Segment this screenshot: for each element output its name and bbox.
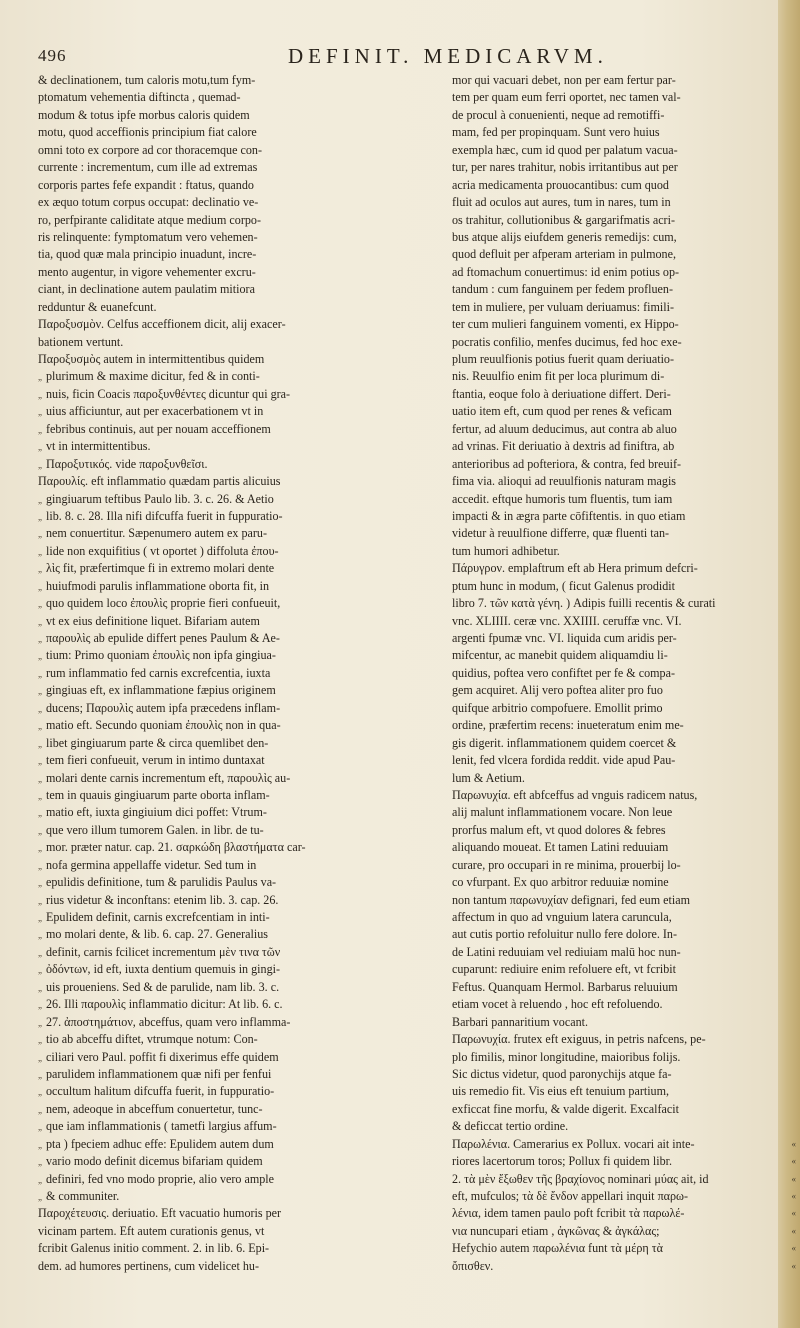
left-column xyxy=(38,72,382,1275)
text-line: „ tio ab abceffu diftet, vtrumque notum: Con- xyxy=(38,1031,382,1048)
text-line: Πάρυγρον. emplaftrum eft ab Hera primum defcri- xyxy=(452,561,698,576)
text-line: νια nuncupari etiam , ἀγκῶνας & ἀγκάλας; « xyxy=(452,1223,796,1240)
text-line: ad vrinas. Fit deriuatio à dextris ad finiftra, ab xyxy=(452,439,675,454)
text-line: ex æquo totum corpus occupat: declinatio ve- xyxy=(38,195,259,210)
text-line: quod defluit per afperam arteriam in pulmone, xyxy=(452,247,676,262)
text-line: tandum : cum fanguinem per fedem profluen- xyxy=(452,282,673,297)
text-line: mor qui vacuari debet, non per eam fertur par- xyxy=(452,73,676,87)
text-line: „ lide non exquifitius ( vt oportet ) diffoluta ἐπου- xyxy=(38,543,382,560)
text-line: vnc. XLIIII. ceræ vnc. XXIIII. ceruffæ vnc. VI. xyxy=(452,613,682,628)
text-line: „ uis proueniens. Sed & de parulide, nam lib. 3. c. xyxy=(38,979,382,996)
text-line: mento augentur, in vigore vehementer excru- xyxy=(38,264,256,279)
text-line: „ libet gingiuarum parte & circa quemlibet den- xyxy=(38,735,382,752)
text-line: „ rius videtur & inconftans: etenim lib. 3. cap. 26. xyxy=(38,892,382,909)
text-line: „ vt ex eius definitione liquet. Bifariam autem xyxy=(38,613,382,630)
page-number: 496 xyxy=(38,46,67,65)
text-line: „ παρουλὶς ab epulide differt penes Paulum & Ae- xyxy=(38,630,382,647)
text-line: uatio item eft, cum quod per renes & veficam xyxy=(452,404,672,419)
text-line: „ definit, carnis fcilicet incrementum μὲν τινα τῶν xyxy=(38,944,382,961)
text-line: ὄπισθεν. « xyxy=(452,1258,796,1275)
text-line: riores lacertorum toros; Pollux fi quidem libr. « xyxy=(452,1153,796,1170)
text-line: omni toto ex corpore ad cor thoracemque con- xyxy=(38,142,262,157)
text-line: cuparunt: rediuire enim refoluere eft, vt fcribit xyxy=(452,962,676,977)
text-line: 2. τὰ μὲν ἔξωθεν τῆς βραχίονος nominari μύας ait, id « xyxy=(452,1171,796,1188)
text-line: Παρωλένια. Camerarius ex Pollux. vocari ait inte- « xyxy=(452,1136,796,1153)
text-line: modum & totus ipfe morbus caloris quidem xyxy=(38,107,250,122)
text-line: quifque arbitrio compofuere. Emollit primo xyxy=(452,700,663,715)
text-line: „ ὀδόντων, id eft, iuxta dentium quemuis in gingi- xyxy=(38,961,382,978)
text-line: „ Epulidem definit, carnis excrefcentiam in inti- xyxy=(38,909,382,926)
text-line: „ febribus continuis, aut per nouam acceffionem xyxy=(38,421,382,438)
text-line: mam, fed per propinquam. Sunt vero huius xyxy=(452,125,660,140)
text-line: „ quo quidem loco ἐπουλὶς proprie fieri confueuit, xyxy=(38,595,382,612)
text-line: impacti & in ægra parte cōfiftentis. in quo etiam xyxy=(452,508,686,523)
text-line: fima via. alioqui ad reuulfionis naturam magis xyxy=(452,474,677,489)
text-line: „ occultum halitum difcuffa fuerit, in fuppuratio- xyxy=(38,1083,382,1100)
text-line: co vfurpant. Ex quo arbitror reduuiæ nomine xyxy=(452,875,669,890)
text-line: fcribit Galenus initio comment. 2. in lib. 6. Epi- xyxy=(38,1241,270,1256)
text-line: „ plurimum & maxime dicitur, fed & in conti- xyxy=(38,368,382,385)
text-line: ciant, in declinatione autem paulatim mitiora xyxy=(38,282,255,297)
text-line: „ mor. præter natur. cap. 21. σαρκώδη βλαστήματα car- xyxy=(38,839,382,856)
text-line: Παροξυσμὸν. Celfus acceffionem dicit, alij exacer- xyxy=(38,317,286,332)
text-line: tem per quam eum ferri oportet, nec tamen val- xyxy=(452,90,681,105)
right-column xyxy=(452,72,796,1275)
text-line: „ Παροξυτικός. vide παροξυνθεῖσι. xyxy=(38,456,382,473)
text-line: „ que iam inflammationis ( tametfi largius affum- xyxy=(38,1118,382,1135)
text-line: ptomatum vehementia diftincta , quemad- xyxy=(38,90,241,105)
text-line: Παρωνυχία. eft abfceffus ad vnguis radicem natus, xyxy=(452,787,698,802)
text-line: „ tem fieri confueuit, verum in intimo duntaxat xyxy=(38,752,382,769)
text-line: „ huiufmodi parulis inflammatione oborta fit, in xyxy=(38,578,382,595)
text-line: pocratis confilio, menfes ducimus, fed hoc exe- xyxy=(452,334,682,349)
text-line: „ nem, adeoque in abceffum conuertetur, tunc- xyxy=(38,1101,382,1118)
text-line: exempla hæc, cum id quod per palatum vacua- xyxy=(452,142,678,157)
text-line: affectum in quo ad vnguium latera caruncula, xyxy=(452,910,672,924)
text-line: libro 7. τῶν κατὰ γένη. ) Adipis fuilli recentis & curati xyxy=(452,596,716,611)
text-line: vicinam partem. Eft autem curationis genus, vt xyxy=(38,1223,265,1238)
text-line: anterioribus ad pofteriora, & contra, fed breuif- xyxy=(452,456,682,471)
text-line: tia, quod quæ mala principio inuadunt, incre- xyxy=(38,247,257,262)
text-line: plo fimilis, minor longitudine, maioribus folijs. xyxy=(452,1049,681,1064)
text-line: Hefychio autem παρωλένια funt τὰ μέρη τὰ « xyxy=(452,1240,796,1257)
text-line: „ 26. Illi παρουλὶς inflammatio dicitur: At lib. 6. c. xyxy=(38,996,382,1013)
text-line: λένια, idem tamen paulo poft fcribit τὰ παρωλέ- « xyxy=(452,1205,796,1222)
text-line: „ gingiuas eft, ex inflammatione fæpius originem xyxy=(38,682,382,699)
text-line: ad ftomachum conuertimus: id enim potius op- xyxy=(452,264,680,279)
text-line: bationem vertunt. xyxy=(38,334,124,349)
text-line: „ ciliari vero Paul. poffit fi dixerimus effe quidem xyxy=(38,1049,382,1066)
text-line: „ uius afficiuntur, aut per exacerbationem vt in xyxy=(38,403,382,420)
text-line: „ matio eft, iuxta gingiuium dici poffet: Vtrum- xyxy=(38,804,382,821)
text-line: ptum hunc in modum, ( ficut Galenus prodidit xyxy=(452,578,676,593)
text-line: „ nofa germina appellaffe videtur. Sed tum in xyxy=(38,857,382,874)
text-line: „ nuis, ficin Coacis παροξυνθέντες dicuntur qui gra- xyxy=(38,386,382,403)
text-line: aliquando moueat. Et tamen Latini reduuiam xyxy=(452,840,669,855)
text-line: fertur, ad aluum deducimus, aut contra ab aluo xyxy=(452,421,677,436)
text-line: aut cutis portio refoluitur nullo fere dolore. In- xyxy=(452,927,678,942)
text-line: dem. ad humores pertinens, cum videlicet hu- xyxy=(38,1258,259,1273)
text-line: quidius, poftea vero confiftet per fe & compa- xyxy=(452,665,675,680)
text-line: motu, quod acceffionis principium fiat calore xyxy=(38,125,257,140)
text-line: eft, mufculos; τὰ δὲ ἔνδον appellari inquit παρω- « xyxy=(452,1188,796,1205)
text-line: bus atque alijs eiufdem generis remedijs: cum, xyxy=(452,229,677,244)
text-line: gis digerit. inflammationem quidem coercet & xyxy=(452,735,677,750)
text-line: de procul à conuenienti, neque ad remotiffi- xyxy=(452,107,665,122)
running-head: DEFINIT. MEDICARVM. xyxy=(288,44,608,68)
text-line: Παρουλίς. eft inflammatio quædam partis alicuius xyxy=(38,474,281,489)
text-line: nis. Reuulfio enim fit per loca plurimum di- xyxy=(452,369,665,384)
text-line: ftantia, eoque folo à deriuatione differt. Deri- xyxy=(452,386,671,401)
text-line: Παροχέτευσις. deriuatio. Eft vacuatio humoris per xyxy=(38,1206,282,1221)
text-line: curare, pro occupari in re minima, prouerbij lo- xyxy=(452,857,681,872)
text-line: „ vt in intermittentibus. xyxy=(38,438,382,455)
text-line: „ 27. ἀποστημάτιον, abceffus, quam vero inflamma- xyxy=(38,1014,382,1031)
text-line: non tantum παρωνυχίαν defignari, fed eum etiam xyxy=(452,892,690,907)
text-line: Sic dictus videtur, quod paronychijs atque fa- xyxy=(452,1066,672,1081)
text-line: Παροξυσμὸς autem in intermittentibus quidem xyxy=(38,352,265,366)
text-line: plum reuulfionis potius fuerit quam deriuatio- xyxy=(452,352,675,366)
text-line: ris relinquente: fymptomatum vero vehemen- xyxy=(38,229,258,244)
text-line: ter cum mulieri fanguinem vomenti, ex Hippo- xyxy=(452,317,679,332)
text-line: & declinationem, tum caloris motu,tum fym- xyxy=(38,73,256,87)
text-line: uis remedio fit. Vis eius eft tenuium partium, xyxy=(452,1084,670,1099)
text-line: prorfus malum eft, vt quod dolores & febres xyxy=(452,822,666,837)
text-line: Παρωνυχία. frutex eft exiguus, in petris nafcens, pe- xyxy=(452,1032,706,1047)
text-line: „ rum inflammatio fed carnis excrefcentia, iuxta xyxy=(38,665,382,682)
page-header xyxy=(38,44,758,74)
text-line: Barbari pannaritium vocant. xyxy=(452,1014,589,1029)
text-line: de Latini reduuiam vel rediuiam malū hoc nun- xyxy=(452,944,681,959)
text-line: acria medicamenta prouocantibus: cum quod xyxy=(452,177,669,192)
text-line: „ epulidis definitione, tum & parulidis Paulus va- xyxy=(38,874,382,891)
text-line: Feftus. Quanquam Hermol. Barbarus reluuium xyxy=(452,979,678,994)
text-line: „ tem in quauis gingiuarum parte oborta inflam- xyxy=(38,787,382,804)
text-line: exficcat fine morfu, & valde digerit. Excalfacit xyxy=(452,1101,679,1116)
text-line: corporis partes fefe expandit : ftatus, quando xyxy=(38,177,254,192)
text-line: „ parulidem inflammationem quæ nifi per fenfui xyxy=(38,1066,382,1083)
text-line: „ lib. 8. c. 28. Illa nifi difcuffa fuerit in fuppuratio- xyxy=(38,508,382,525)
text-line: tum humori adhibetur. xyxy=(452,543,560,558)
text-line: alij malunt inflammationem vocare. Non leue xyxy=(452,805,673,820)
text-line: „ que vero illum tumorem Galen. in libr. de tu- xyxy=(38,822,382,839)
text-line: videtur à reuulfione differre, quæ fluenti tan- xyxy=(452,526,670,541)
text-line: fluit ad oculos aut aures, tum in nares, tum in xyxy=(452,195,671,210)
text-line: accedit. eftque humoris tum fluentis, tum iam xyxy=(452,491,673,506)
text-line: currente : incrementum, cum ille ad extremas xyxy=(38,160,258,175)
text-line: os trahitur, collutionibus & gargarifmatis acri- xyxy=(452,212,675,227)
text-line: „ ducens; Παρουλὶς autem ipfa præcedens inflam- xyxy=(38,700,382,717)
text-line: lenit, fed vlcera fordida reddit. vide apud Pau- xyxy=(452,753,676,768)
text-line: „ nem conuertitur. Sæpenumero autem ex paru- xyxy=(38,525,382,542)
text-line: „ tium: Primo quoniam ἐπουλὶς non ipfa gingiua- xyxy=(38,647,382,664)
text-line: „ & communiter. xyxy=(38,1188,382,1205)
text-line: „ pta ) fpeciem adhuc effe: Epulidem autem dum xyxy=(38,1136,382,1153)
text-line: „ vario modo definit dicemus bifariam quidem xyxy=(38,1153,382,1170)
text-line: „ λὶς fit, præfertimque fi in extremo molari dente xyxy=(38,560,382,577)
text-line: tem in muliere, per vuluam deriuamus: fimili- xyxy=(452,299,674,314)
text-line: „ matio eft. Secundo quoniam ἐπουλὶς non in qua- xyxy=(38,717,382,734)
text-line: argenti fpumæ vnc. VI. liquida cum aridis per- xyxy=(452,631,677,645)
text-line: mifcentur, ac manebit quidem aliquamdiu li- xyxy=(452,648,668,663)
text-line: „ gingiuarum teftibus Paulo lib. 3. c. 26. & Aetio xyxy=(38,491,382,508)
text-line: lum & Aetium. xyxy=(452,770,525,785)
text-line: ordine, præfertim recens: inueteratum enim me- xyxy=(452,718,684,733)
text-line: redduntur & euanefcunt. xyxy=(38,299,157,314)
text-line: etiam vocet à reluendo , hoc eft refoluendo. xyxy=(452,997,663,1012)
text-line: tur, per nares trahitur, nobis irritantibus aut per xyxy=(452,160,678,175)
text-line: „ definiri, fed vno modo proprie, alio vero ample xyxy=(38,1171,382,1188)
text-line: ro, perfpirante caliditate atque medium corpo- xyxy=(38,212,261,227)
text-line: „ mo molari dente, & lib. 6. cap. 27. Generalius xyxy=(38,926,382,943)
text-line: gem acquiret. Alij vero poftea aliter pro fuo xyxy=(452,683,663,698)
text-line: & deficcat tertio ordine. xyxy=(452,1119,569,1134)
text-line: „ molari dente carnis incrementum eft, παρουλὶς au- xyxy=(38,770,382,787)
